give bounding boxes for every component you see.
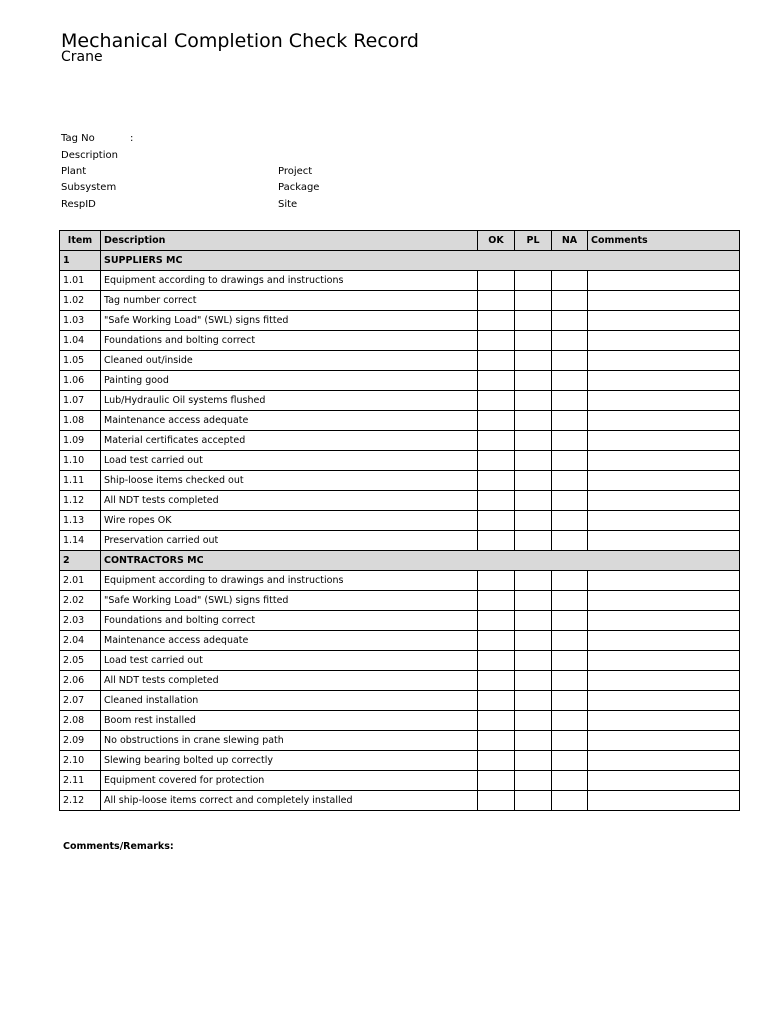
header-item: Item [60,231,101,251]
table-row [60,291,740,311]
table-row [60,391,740,411]
item-description: Equipment according to drawings and instructions [101,571,478,591]
item-number: 1.08 [60,411,101,431]
na-cell[interactable] [552,591,588,611]
item-number: 2.03 [60,611,101,631]
item-description: Equipment according to drawings and instructions [101,271,478,291]
ok-cell[interactable] [478,631,515,651]
ok-cell[interactable] [478,511,515,531]
pl-cell[interactable] [515,731,552,751]
package-label: Package [278,182,320,193]
pl-cell[interactable] [515,611,552,631]
item-number: 1.05 [60,351,101,371]
item-description: All NDT tests completed [101,671,478,691]
pl-cell[interactable] [515,351,552,371]
item-number: 1.07 [60,391,101,411]
item-description: Load test carried out [101,651,478,671]
item-description: No obstructions in crane slewing path [101,731,478,751]
ok-cell[interactable] [478,311,515,331]
item-number: 2.09 [60,731,101,751]
plant-label: Plant [61,166,87,177]
na-cell[interactable] [552,291,588,311]
item-number: 1.02 [60,291,101,311]
comments-cell[interactable] [588,371,740,391]
na-cell[interactable] [552,751,588,771]
na-cell[interactable] [552,571,588,591]
description-label: Description [61,150,118,161]
table-row [60,631,740,651]
ok-cell[interactable] [478,391,515,411]
item-description: Preservation carried out [101,531,478,551]
table-row [60,471,740,491]
pl-cell[interactable] [515,771,552,791]
section-title: CONTRACTORS MC [101,551,478,571]
section-row [60,251,740,271]
item-description: Foundations and bolting correct [101,611,478,631]
item-number: 1.09 [60,431,101,451]
comments-cell[interactable] [588,711,740,731]
ok-cell[interactable] [478,771,515,791]
comments-cell[interactable] [588,491,740,511]
na-cell[interactable] [552,271,588,291]
ok-cell[interactable] [478,531,515,551]
comments-cell[interactable] [588,311,740,331]
item-number: 2.01 [60,571,101,591]
pl-cell[interactable] [515,491,552,511]
comments-cell[interactable] [588,451,740,471]
item-description: Foundations and bolting correct [101,331,478,351]
pl-cell[interactable] [515,431,552,451]
pl-cell[interactable] [515,631,552,651]
tag-no-colon: : [130,133,134,144]
item-description: Maintenance access adequate [101,631,478,651]
table-row [60,791,740,811]
item-number: 1.03 [60,311,101,331]
table-row [60,331,740,351]
comments-cell[interactable] [588,751,740,771]
ok-cell[interactable] [478,491,515,511]
pl-cell[interactable] [515,791,552,811]
table-row [60,351,740,371]
header-comments: Comments [588,231,740,251]
subsystem-label: Subsystem [61,182,117,193]
section-number: 1 [60,251,101,271]
ok-cell[interactable] [478,331,515,351]
item-number: 2.12 [60,791,101,811]
ok-cell[interactable] [478,351,515,371]
pl-cell[interactable] [515,311,552,331]
comments-cell[interactable] [588,411,740,431]
na-cell[interactable] [552,331,588,351]
item-number: 2.08 [60,711,101,731]
item-description: Maintenance access adequate [101,411,478,431]
page-title: Mechanical Completion Check Record [61,30,419,52]
table-row [60,531,740,551]
table-row [60,411,740,431]
item-description: Equipment covered for protection [101,771,478,791]
comments-cell[interactable] [588,691,740,711]
table-row [60,711,740,731]
pl-cell[interactable] [515,331,552,351]
na-cell[interactable] [552,531,588,551]
comments-cell[interactable] [588,571,740,591]
na-cell[interactable] [552,391,588,411]
item-number: 1.04 [60,331,101,351]
comments-cell[interactable] [588,531,740,551]
header-description: Description [101,231,478,251]
pl-cell[interactable] [515,691,552,711]
checklist-table [59,230,740,811]
item-description: Boom rest installed [101,711,478,731]
table-row [60,271,740,291]
comments-cell[interactable] [588,351,740,371]
pl-cell[interactable] [515,711,552,731]
item-number: 2.06 [60,671,101,691]
item-number: 1.10 [60,451,101,471]
table-row [60,431,740,451]
header-ok: OK [478,231,515,251]
na-cell[interactable] [552,611,588,631]
ok-cell[interactable] [478,731,515,751]
table-row [60,311,740,331]
section-fill [478,551,740,571]
ok-cell[interactable] [478,671,515,691]
comments-cell[interactable] [588,471,740,491]
pl-cell[interactable] [515,371,552,391]
comments-cell[interactable] [588,271,740,291]
pl-cell[interactable] [515,511,552,531]
na-cell[interactable] [552,671,588,691]
pl-cell[interactable] [515,671,552,691]
comments-cell[interactable] [588,631,740,651]
item-number: 1.12 [60,491,101,511]
table-row [60,691,740,711]
pl-cell[interactable] [515,391,552,411]
ok-cell[interactable] [478,291,515,311]
item-number: 1.14 [60,531,101,551]
comments-cell[interactable] [588,791,740,811]
ok-cell[interactable] [478,571,515,591]
checklist-body [60,251,740,811]
ok-cell[interactable] [478,411,515,431]
item-description: Slewing bearing bolted up correctly [101,751,478,771]
item-description: Ship-loose items checked out [101,471,478,491]
table-row [60,651,740,671]
item-number: 2.04 [60,631,101,651]
na-cell[interactable] [552,351,588,371]
header-na: NA [552,231,588,251]
project-label: Project [278,166,313,177]
item-number: 1.06 [60,371,101,391]
table-row [60,751,740,771]
item-description: Lub/Hydraulic Oil systems flushed [101,391,478,411]
ok-cell[interactable] [478,591,515,611]
item-description: "Safe Working Load" (SWL) signs fitted [101,591,478,611]
item-description: Painting good [101,371,478,391]
pl-cell[interactable] [515,471,552,491]
item-number: 2.05 [60,651,101,671]
na-cell[interactable] [552,471,588,491]
item-description: "Safe Working Load" (SWL) signs fitted [101,311,478,331]
pl-cell[interactable] [515,271,552,291]
pl-cell[interactable] [515,751,552,771]
table-row [60,571,740,591]
pl-cell[interactable] [515,411,552,431]
comments-remarks-label: Comments/Remarks: [63,841,174,852]
table-row [60,511,740,531]
item-number: 1.13 [60,511,101,531]
comments-cell[interactable] [588,591,740,611]
table-header-row [60,231,740,251]
comments-cell[interactable] [588,731,740,751]
table-row [60,671,740,691]
section-row [60,551,740,571]
comments-cell[interactable] [588,291,740,311]
item-description: Wire ropes OK [101,511,478,531]
item-description: Load test carried out [101,451,478,471]
comments-cell[interactable] [588,611,740,631]
table-row [60,731,740,751]
section-fill [478,251,740,271]
item-number: 2.11 [60,771,101,791]
pl-cell[interactable] [515,571,552,591]
site-label: Site [278,199,298,210]
item-number: 2.02 [60,591,101,611]
na-cell[interactable] [552,411,588,431]
item-description: Material certificates accepted [101,431,478,451]
table-row [60,451,740,471]
pl-cell[interactable] [515,531,552,551]
na-cell[interactable] [552,691,588,711]
ok-cell[interactable] [478,371,515,391]
na-cell[interactable] [552,651,588,671]
respid-label: RespID [61,199,96,210]
na-cell[interactable] [552,731,588,751]
pl-cell[interactable] [515,651,552,671]
ok-cell[interactable] [478,711,515,731]
table-row [60,771,740,791]
item-number: 2.07 [60,691,101,711]
ok-cell[interactable] [478,751,515,771]
ok-cell[interactable] [478,431,515,451]
section-title: SUPPLIERS MC [101,251,478,271]
section-number: 2 [60,551,101,571]
na-cell[interactable] [552,451,588,471]
page-subtitle: Crane [61,49,103,65]
na-cell[interactable] [552,311,588,331]
comments-cell[interactable] [588,771,740,791]
comments-cell[interactable] [588,391,740,411]
ok-cell[interactable] [478,691,515,711]
item-description: Cleaned out/inside [101,351,478,371]
tag-no-label: Tag No [61,133,95,144]
header-pl: PL [515,231,552,251]
na-cell[interactable] [552,371,588,391]
na-cell[interactable] [552,771,588,791]
ok-cell[interactable] [478,611,515,631]
na-cell[interactable] [552,491,588,511]
ok-cell[interactable] [478,471,515,491]
table-row [60,611,740,631]
item-number: 2.10 [60,751,101,771]
comments-cell[interactable] [588,431,740,451]
item-description: Cleaned installation [101,691,478,711]
comments-cell[interactable] [588,651,740,671]
item-number: 1.01 [60,271,101,291]
item-description: Tag number correct [101,291,478,311]
item-description: All ship-loose items correct and completely installed [101,791,478,811]
table-row [60,371,740,391]
na-cell[interactable] [552,791,588,811]
pl-cell[interactable] [515,591,552,611]
na-cell[interactable] [552,431,588,451]
comments-cell[interactable] [588,511,740,531]
item-description: All NDT tests completed [101,491,478,511]
na-cell[interactable] [552,711,588,731]
na-cell[interactable] [552,511,588,531]
pl-cell[interactable] [515,451,552,471]
na-cell[interactable] [552,631,588,651]
comments-cell[interactable] [588,671,740,691]
ok-cell[interactable] [478,651,515,671]
pl-cell[interactable] [515,291,552,311]
ok-cell[interactable] [478,271,515,291]
comments-cell[interactable] [588,331,740,351]
item-number: 1.11 [60,471,101,491]
table-row [60,491,740,511]
table-row [60,591,740,611]
ok-cell[interactable] [478,451,515,471]
ok-cell[interactable] [478,791,515,811]
